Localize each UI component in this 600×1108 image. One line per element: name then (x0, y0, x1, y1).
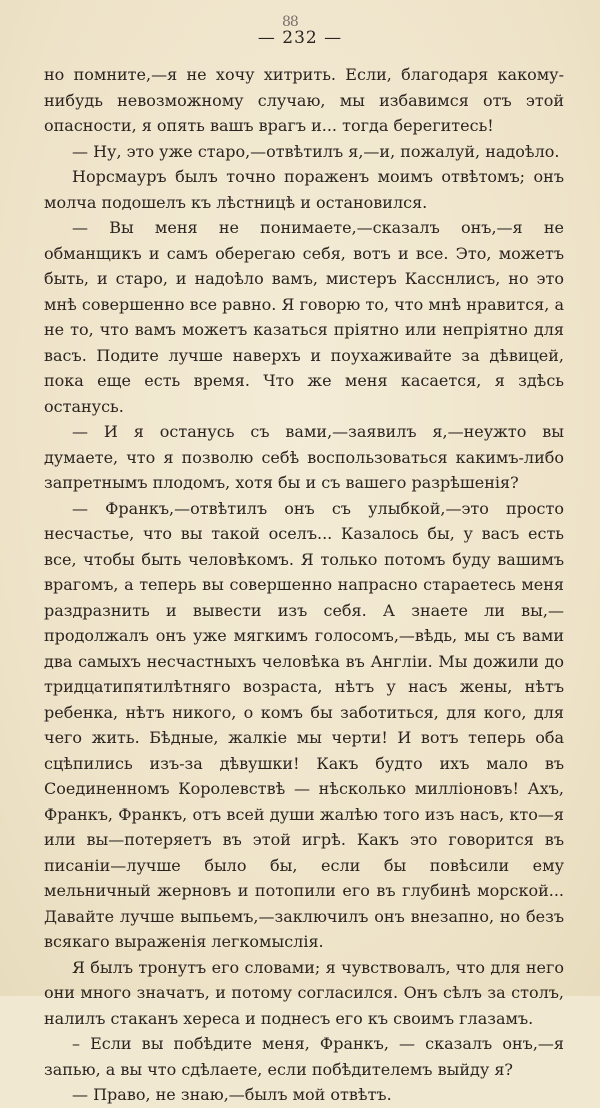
paragraph: — Ну, это уже старо,—отвѣтилъ я,—и, пожалуй, надоѣло. (72, 141, 560, 161)
paragraph: — И я останусь съ вами,—заявилъ я,—неужто вы думаете, что я позволю себѣ воспользоваться какимъ-либо запретнымъ плодомъ, хотя бы и съ вашего разрѣшенія? (44, 422, 564, 492)
paragraph: — Вы меня не понимаете,—сказалъ онъ,—я не обманщикъ и самъ оберегаю себя, вотъ и все. Это, можетъ быть, и старо, и надоѣло вамъ, мистеръ Касснлисъ, но это мнѣ совершенно все равно. Я говорю то, что мнѣ нравится, а не то, что вамъ можетъ казаться пріятно или непріятно для васъ. Подите лучше наверхъ и поухаживайте за дѣвицей, пока еще есть время. Что же меня касается, я здѣсь останусь. (44, 218, 564, 416)
paragraph: – Если вы побѣдите меня, Франкъ, — сказалъ онъ,—я запью, а вы что сдѣлаете, если побѣдителемъ выйду я? (44, 1034, 564, 1079)
paragraph: Я былъ тронутъ его словами; я чувствовалъ, что для него они много значатъ, и потому согласился. Онъ сѣлъ за столъ, налилъ стаканъ хереса и поднесъ его къ своимъ глазамъ. (44, 957, 564, 1028)
paragraph: но помните,—я не хочу хитрить. Если, благодаря какому-нибудь невозможному случаю, мы избавимся отъ этой опасности, я опять вашъ врагъ и... тогда берегитесь! (44, 65, 564, 135)
paragraph: Норсмауръ былъ точно пораженъ моимъ отвѣтомъ; онъ молча подошелъ къ лѣстницѣ и остановился. (44, 167, 564, 212)
paragraph: — Франкъ,—отвѣтилъ онъ съ улыбкой,—это просто несчастье, что вы такой оселъ... Казалось бы, у васъ есть все, чтобы быть человѣкомъ. Я только потомъ буду вашимъ врагомъ, а теперь вы совершенно напрасно стараетесь меня раздразнить и вывести изъ себя. А знаете ли вы,—продолжалъ онъ уже мягкимъ голосомъ,—вѣдь, мы съ вами два самыхъ несчастныхъ человѣка въ Англіи. Мы дожили до тридцатипятилѣтняго возраста, нѣтъ у насъ жены, нѣтъ ребенка, нѣтъ никого, о комъ бы заботиться, для кого, для чего жить. Бѣдные, жалкіе мы черти! И вотъ теперь оба сцѣпились изъ-за дѣвушки! Какъ будто ихъ мало въ Соединенномъ Королевствѣ — нѣсколько милліоновъ! Ахъ, Франкъ, Франкъ, отъ всей души жалѣю того изъ насъ, кто—я или вы—потеряетъ въ этой игрѣ. Какъ это говорится въ писаніи—лучше было бы, если бы повѣсили ему мельничный жерновъ и потопили его въ глубинѣ морской... Давайте лучше выпьемъ,—заключилъ онъ внезапно, но безъ всякаго выраженія легкомыслія. (44, 498, 564, 951)
page-body (44, 62, 564, 1108)
library-stamp: 88 (282, 14, 298, 30)
paragraph: — Право, не знаю,—былъ мой отвѣтъ. (72, 1085, 392, 1104)
page-number: — 232 — (257, 28, 343, 48)
